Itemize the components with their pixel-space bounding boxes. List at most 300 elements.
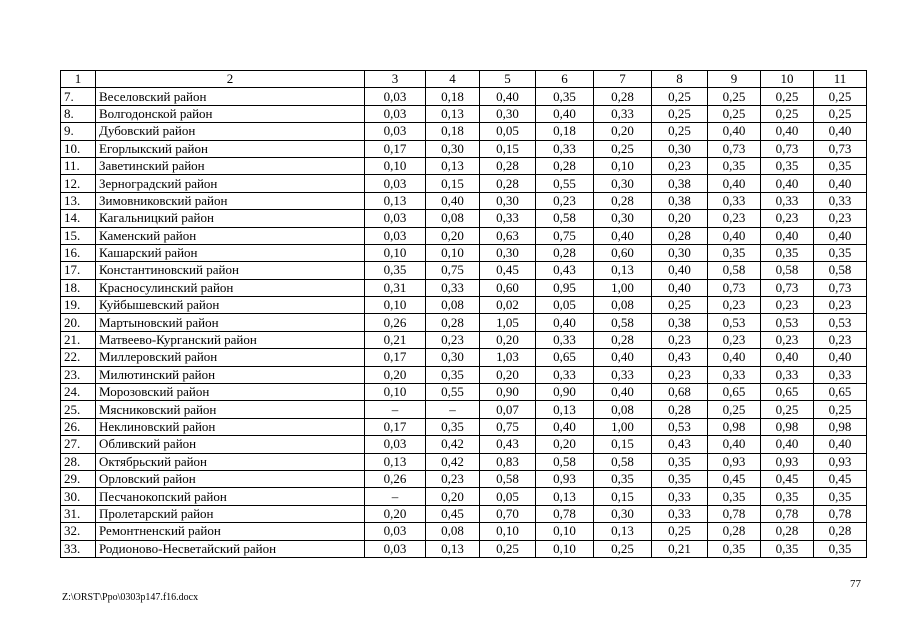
- value-cell: 0,23: [761, 331, 814, 348]
- value-cell: 0,75: [536, 227, 594, 244]
- row-number-cell: 25.: [61, 401, 96, 418]
- value-cell: 1,05: [480, 314, 536, 331]
- value-cell: 0,63: [480, 227, 536, 244]
- value-cell: 0,31: [365, 279, 426, 296]
- row-number-cell: 26.: [61, 418, 96, 435]
- value-cell: 1,00: [594, 418, 652, 435]
- row-number-cell: 22.: [61, 349, 96, 366]
- table-row: [61, 192, 867, 209]
- value-cell: 0,17: [365, 418, 426, 435]
- value-cell: 0,20: [480, 366, 536, 383]
- value-cell: 0,30: [594, 505, 652, 522]
- value-cell: 0,13: [426, 105, 480, 122]
- row-number-cell: 24.: [61, 384, 96, 401]
- value-cell: 0,28: [594, 192, 652, 209]
- value-cell: 0,02: [480, 297, 536, 314]
- value-cell: 0,20: [365, 505, 426, 522]
- value-cell: 0,25: [708, 105, 761, 122]
- value-cell: 0,98: [814, 418, 867, 435]
- column-header: 2: [96, 71, 365, 88]
- value-cell: 0,38: [652, 175, 708, 192]
- value-cell: 0,15: [594, 488, 652, 505]
- value-cell: 0,07: [480, 401, 536, 418]
- value-cell: 0,35: [814, 244, 867, 261]
- table-row: [61, 210, 867, 227]
- value-cell: 0,55: [426, 384, 480, 401]
- value-cell: 0,10: [426, 244, 480, 261]
- value-cell: 0,28: [594, 331, 652, 348]
- district-name-cell: Неклиновский район: [96, 418, 365, 435]
- column-header: 11: [814, 71, 867, 88]
- column-header: 10: [761, 71, 814, 88]
- row-number-cell: 11.: [61, 157, 96, 174]
- value-cell: 0,45: [708, 470, 761, 487]
- value-cell: 0,20: [536, 436, 594, 453]
- value-cell: 0,45: [480, 262, 536, 279]
- value-cell: 0,40: [814, 175, 867, 192]
- value-cell: 0,35: [761, 488, 814, 505]
- value-cell: 0,26: [365, 470, 426, 487]
- table-row: [61, 227, 867, 244]
- value-cell: 0,53: [708, 314, 761, 331]
- value-cell: 0,28: [594, 88, 652, 105]
- value-cell: 0,33: [708, 366, 761, 383]
- value-cell: 0,40: [708, 175, 761, 192]
- district-name-cell: Милютинский район: [96, 366, 365, 383]
- value-cell: 0,28: [536, 244, 594, 261]
- table-row: [61, 470, 867, 487]
- value-cell: 0,45: [761, 470, 814, 487]
- value-cell: 0,38: [652, 192, 708, 209]
- value-cell: 0,78: [814, 505, 867, 522]
- table-row: [61, 418, 867, 435]
- value-cell: 0,40: [708, 436, 761, 453]
- value-cell: 0,15: [480, 140, 536, 157]
- value-cell: 0,75: [480, 418, 536, 435]
- value-cell: 0,26: [365, 314, 426, 331]
- value-cell: 0,08: [426, 210, 480, 227]
- value-cell: 0,60: [594, 244, 652, 261]
- table-row: [61, 279, 867, 296]
- value-cell: 0,40: [594, 384, 652, 401]
- district-name-cell: Кагальницкий район: [96, 210, 365, 227]
- value-cell: 0,45: [814, 470, 867, 487]
- value-cell: 0,40: [708, 123, 761, 140]
- value-cell: 0,90: [480, 384, 536, 401]
- table-row: [61, 331, 867, 348]
- table-row: [61, 523, 867, 540]
- value-cell: 0,73: [708, 140, 761, 157]
- value-cell: 0,23: [761, 297, 814, 314]
- value-cell: 0,98: [708, 418, 761, 435]
- table-row: [61, 453, 867, 470]
- value-cell: 0,42: [426, 436, 480, 453]
- value-cell: 0,42: [426, 453, 480, 470]
- row-number-cell: 21.: [61, 331, 96, 348]
- value-cell: 0,40: [814, 227, 867, 244]
- value-cell: 0,20: [426, 488, 480, 505]
- value-cell: 0,20: [365, 366, 426, 383]
- value-cell: 0,05: [480, 123, 536, 140]
- value-cell: 0,55: [536, 175, 594, 192]
- district-name-cell: Октябрьский район: [96, 453, 365, 470]
- row-number-cell: 28.: [61, 453, 96, 470]
- value-cell: 0,65: [708, 384, 761, 401]
- value-cell: 0,17: [365, 349, 426, 366]
- row-number-cell: 15.: [61, 227, 96, 244]
- value-cell: 0,28: [652, 401, 708, 418]
- value-cell: 0,08: [426, 523, 480, 540]
- value-cell: 0,43: [652, 436, 708, 453]
- value-cell: 0,78: [761, 505, 814, 522]
- value-cell: 0,03: [365, 105, 426, 122]
- value-cell: 0,33: [594, 105, 652, 122]
- row-number-cell: 17.: [61, 262, 96, 279]
- value-cell: 0,68: [652, 384, 708, 401]
- row-number-cell: 27.: [61, 436, 96, 453]
- value-cell: 0,35: [426, 366, 480, 383]
- row-number-cell: 18.: [61, 279, 96, 296]
- value-cell: 0,93: [761, 453, 814, 470]
- table-row: [61, 436, 867, 453]
- value-cell: 0,58: [761, 262, 814, 279]
- value-cell: 0,25: [761, 88, 814, 105]
- district-name-cell: Егорлыкский район: [96, 140, 365, 157]
- value-cell: 0,65: [814, 384, 867, 401]
- value-cell: 0,10: [365, 384, 426, 401]
- column-header: 9: [708, 71, 761, 88]
- value-cell: 0,73: [708, 279, 761, 296]
- value-cell: 0,40: [761, 436, 814, 453]
- value-cell: 0,43: [652, 349, 708, 366]
- value-cell: 0,28: [652, 227, 708, 244]
- value-cell: 0,33: [708, 192, 761, 209]
- value-cell: 0,35: [426, 418, 480, 435]
- value-cell: 0,23: [652, 366, 708, 383]
- value-cell: 0,35: [708, 488, 761, 505]
- value-cell: 0,35: [814, 488, 867, 505]
- value-cell: 0,03: [365, 436, 426, 453]
- value-cell: 0,33: [814, 192, 867, 209]
- value-cell: 0,40: [761, 227, 814, 244]
- value-cell: 0,25: [652, 123, 708, 140]
- value-cell: 0,40: [814, 436, 867, 453]
- value-cell: 0,43: [536, 262, 594, 279]
- value-cell: 0,28: [708, 523, 761, 540]
- district-name-cell: Мартыновский район: [96, 314, 365, 331]
- value-cell: 0,23: [761, 210, 814, 227]
- column-header: 5: [480, 71, 536, 88]
- row-number-cell: 12.: [61, 175, 96, 192]
- value-cell: 0,08: [594, 297, 652, 314]
- value-cell: 0,08: [594, 401, 652, 418]
- value-cell: 0,40: [652, 279, 708, 296]
- value-cell: 0,20: [652, 210, 708, 227]
- district-name-cell: Каменский район: [96, 227, 365, 244]
- value-cell: 0,10: [365, 157, 426, 174]
- value-cell: 0,33: [536, 331, 594, 348]
- value-cell: 0,35: [652, 470, 708, 487]
- value-cell: 0,95: [536, 279, 594, 296]
- value-cell: 0,40: [594, 227, 652, 244]
- value-cell: 0,58: [814, 262, 867, 279]
- value-cell: 0,58: [708, 262, 761, 279]
- value-cell: 0,15: [426, 175, 480, 192]
- value-cell: 0,13: [365, 192, 426, 209]
- value-cell: 0,10: [365, 297, 426, 314]
- value-cell: 0,28: [480, 157, 536, 174]
- value-cell: 0,40: [708, 227, 761, 244]
- value-cell: 0,35: [536, 88, 594, 105]
- district-name-cell: Матвеево-Курганский район: [96, 331, 365, 348]
- value-cell: 0,40: [536, 418, 594, 435]
- value-cell: 0,35: [761, 157, 814, 174]
- value-cell: 0,25: [594, 540, 652, 557]
- value-cell: 0,40: [652, 262, 708, 279]
- value-cell: 0,58: [594, 453, 652, 470]
- value-cell: 0,03: [365, 227, 426, 244]
- value-cell: 0,75: [426, 262, 480, 279]
- column-header: 8: [652, 71, 708, 88]
- district-data-table: [60, 70, 867, 558]
- table-row: [61, 384, 867, 401]
- value-cell: 0,93: [536, 470, 594, 487]
- value-cell: 0,40: [761, 349, 814, 366]
- value-cell: 0,23: [708, 210, 761, 227]
- district-name-cell: Дубовский район: [96, 123, 365, 140]
- column-header: 1: [61, 71, 96, 88]
- value-cell: 0,10: [536, 523, 594, 540]
- district-name-cell: Песчанокопский район: [96, 488, 365, 505]
- value-cell: 0,03: [365, 88, 426, 105]
- value-cell: 0,05: [480, 488, 536, 505]
- value-cell: 0,40: [814, 349, 867, 366]
- district-name-cell: Куйбышевский район: [96, 297, 365, 314]
- value-cell: 0,03: [365, 175, 426, 192]
- table-row: [61, 123, 867, 140]
- value-cell: 0,93: [814, 453, 867, 470]
- value-cell: 0,40: [594, 349, 652, 366]
- table-row: [61, 105, 867, 122]
- value-cell: –: [426, 401, 480, 418]
- value-cell: 0,35: [708, 540, 761, 557]
- value-cell: 0,35: [708, 244, 761, 261]
- row-number-cell: 14.: [61, 210, 96, 227]
- value-cell: 0,30: [652, 140, 708, 157]
- value-cell: 0,18: [426, 88, 480, 105]
- value-cell: 0,30: [426, 349, 480, 366]
- value-cell: 0,33: [761, 366, 814, 383]
- value-cell: –: [365, 401, 426, 418]
- district-name-cell: Волгодонской район: [96, 105, 365, 122]
- value-cell: 0,03: [365, 123, 426, 140]
- value-cell: 0,30: [480, 192, 536, 209]
- value-cell: 0,17: [365, 140, 426, 157]
- value-cell: 0,10: [365, 244, 426, 261]
- column-header: 3: [365, 71, 426, 88]
- value-cell: 0,35: [708, 157, 761, 174]
- value-cell: 0,78: [708, 505, 761, 522]
- column-header: 6: [536, 71, 594, 88]
- district-name-cell: Заветинский район: [96, 157, 365, 174]
- row-number-cell: 9.: [61, 123, 96, 140]
- row-number-cell: 31.: [61, 505, 96, 522]
- value-cell: 0,33: [652, 505, 708, 522]
- value-cell: 0,58: [536, 210, 594, 227]
- value-cell: 0,23: [426, 470, 480, 487]
- district-name-cell: Зерноградский район: [96, 175, 365, 192]
- value-cell: 0,35: [761, 540, 814, 557]
- value-cell: 0,98: [761, 418, 814, 435]
- value-cell: 0,28: [761, 523, 814, 540]
- value-cell: 0,20: [480, 331, 536, 348]
- value-cell: 0,40: [814, 123, 867, 140]
- row-number-cell: 30.: [61, 488, 96, 505]
- value-cell: 0,21: [365, 331, 426, 348]
- value-cell: 0,33: [426, 279, 480, 296]
- value-cell: 0,30: [594, 210, 652, 227]
- value-cell: 0,58: [594, 314, 652, 331]
- value-cell: 0,33: [480, 210, 536, 227]
- row-number-cell: 13.: [61, 192, 96, 209]
- value-cell: 0,93: [708, 453, 761, 470]
- value-cell: 0,25: [814, 105, 867, 122]
- value-cell: 0,73: [761, 140, 814, 157]
- row-number-cell: 20.: [61, 314, 96, 331]
- value-cell: 0,25: [594, 140, 652, 157]
- value-cell: 0,40: [761, 175, 814, 192]
- value-cell: 0,35: [814, 157, 867, 174]
- value-cell: 0,35: [761, 244, 814, 261]
- table-row: [61, 349, 867, 366]
- value-cell: 0,21: [652, 540, 708, 557]
- district-name-cell: Веселовский район: [96, 88, 365, 105]
- value-cell: 0,23: [708, 297, 761, 314]
- value-cell: 0,10: [480, 523, 536, 540]
- table-row: [61, 505, 867, 522]
- value-cell: 0,35: [652, 453, 708, 470]
- column-header: 4: [426, 71, 480, 88]
- value-cell: 0,35: [594, 470, 652, 487]
- value-cell: 0,30: [594, 175, 652, 192]
- value-cell: 0,38: [652, 314, 708, 331]
- value-cell: 0,25: [652, 105, 708, 122]
- value-cell: 0,25: [761, 401, 814, 418]
- value-cell: 0,13: [426, 540, 480, 557]
- table-row: [61, 488, 867, 505]
- value-cell: –: [365, 488, 426, 505]
- row-number-cell: 8.: [61, 105, 96, 122]
- district-name-cell: Ремонтненский район: [96, 523, 365, 540]
- value-cell: 0,33: [594, 366, 652, 383]
- row-number-cell: 29.: [61, 470, 96, 487]
- table-row: [61, 262, 867, 279]
- value-cell: 0,28: [426, 314, 480, 331]
- value-cell: 0,23: [708, 331, 761, 348]
- value-cell: 0,25: [708, 401, 761, 418]
- table-row: [61, 140, 867, 157]
- value-cell: 0,40: [536, 105, 594, 122]
- value-cell: 0,13: [594, 262, 652, 279]
- value-cell: 0,73: [814, 279, 867, 296]
- value-cell: 0,53: [652, 418, 708, 435]
- footer-file-path: Z:\ORST\Ppo\0303p147.f16.docx: [62, 592, 199, 603]
- table-row: [61, 297, 867, 314]
- value-cell: 0,33: [536, 140, 594, 157]
- row-number-cell: 7.: [61, 88, 96, 105]
- table-row: [61, 366, 867, 383]
- value-cell: 0,15: [594, 436, 652, 453]
- value-cell: 0,60: [480, 279, 536, 296]
- value-cell: 0,25: [814, 401, 867, 418]
- value-cell: 0,30: [480, 244, 536, 261]
- value-cell: 0,35: [365, 262, 426, 279]
- value-cell: 0,78: [536, 505, 594, 522]
- district-name-cell: Морозовский район: [96, 384, 365, 401]
- value-cell: 0,40: [708, 349, 761, 366]
- value-cell: 0,33: [536, 366, 594, 383]
- district-name-cell: Зимовниковский район: [96, 192, 365, 209]
- value-cell: 0,03: [365, 540, 426, 557]
- district-name-cell: Кашарский район: [96, 244, 365, 261]
- page-number: 77: [850, 578, 861, 590]
- district-name-cell: Пролетарский район: [96, 505, 365, 522]
- value-cell: 1,03: [480, 349, 536, 366]
- value-cell: 0,35: [814, 540, 867, 557]
- table-row: [61, 157, 867, 174]
- value-cell: 0,40: [480, 88, 536, 105]
- value-cell: 0,23: [814, 297, 867, 314]
- value-cell: 0,10: [594, 157, 652, 174]
- value-cell: 0,08: [426, 297, 480, 314]
- value-cell: 0,90: [536, 384, 594, 401]
- value-cell: 0,13: [594, 523, 652, 540]
- value-cell: 0,83: [480, 453, 536, 470]
- value-cell: 0,10: [536, 540, 594, 557]
- row-number-cell: 19.: [61, 297, 96, 314]
- value-cell: 0,30: [652, 244, 708, 261]
- value-cell: 0,23: [536, 192, 594, 209]
- value-cell: 0,18: [536, 123, 594, 140]
- value-cell: 0,25: [480, 540, 536, 557]
- value-cell: 0,40: [761, 123, 814, 140]
- district-name-cell: Константиновский район: [96, 262, 365, 279]
- value-cell: 0,65: [536, 349, 594, 366]
- table-row: [61, 401, 867, 418]
- value-cell: 0,23: [652, 331, 708, 348]
- value-cell: 0,13: [536, 488, 594, 505]
- table-row: [61, 175, 867, 192]
- district-name-cell: Красносулинский район: [96, 279, 365, 296]
- value-cell: 0,58: [480, 470, 536, 487]
- value-cell: 0,23: [814, 210, 867, 227]
- value-cell: 0,28: [814, 523, 867, 540]
- value-cell: 0,33: [652, 488, 708, 505]
- value-cell: 0,25: [652, 297, 708, 314]
- table-row: [61, 314, 867, 331]
- value-cell: 0,65: [761, 384, 814, 401]
- value-cell: 0,28: [480, 175, 536, 192]
- value-cell: 0,13: [426, 157, 480, 174]
- value-cell: 0,40: [536, 314, 594, 331]
- district-name-cell: Родионово-Несветайский район: [96, 540, 365, 557]
- value-cell: 0,25: [652, 523, 708, 540]
- value-cell: 0,20: [426, 227, 480, 244]
- value-cell: 0,03: [365, 523, 426, 540]
- table-body: [61, 71, 867, 558]
- value-cell: 0,13: [536, 401, 594, 418]
- district-name-cell: Орловский район: [96, 470, 365, 487]
